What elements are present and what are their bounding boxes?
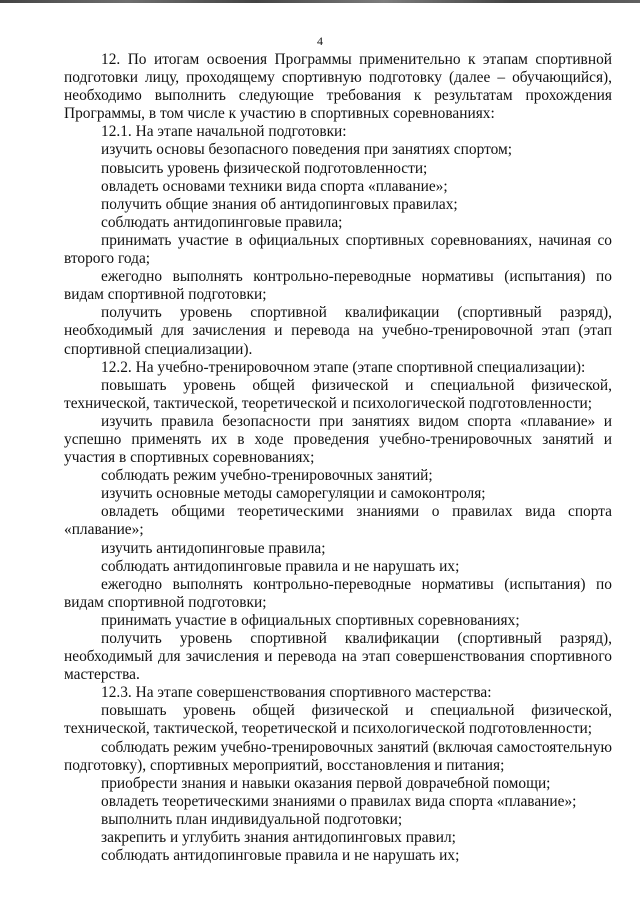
list-item: овладеть теоретическими знаниями о правилах вида спорта «плавание»; [101,792,577,810]
list-item: изучить правила безопасности при занятиях видом спорта «плавание» и успешно применять их в ходе проведения учебно-тренировочных занятий и участия в спортивных соревнованиях; [64,412,612,467]
list-item: соблюдать режим учебно-тренировочных занятий; [101,467,433,485]
list-item: изучить основы безопасного поведения при занятиях спортом; [101,141,513,159]
list-item: повышать уровень общей физической и специальной физической, технической, тактической, теоретической и психологической подготовленности; [64,376,612,412]
list-item: ежегодно выполнять контрольно-переводные нормативы (испытания) по видам спортивной подготовки; [64,575,612,611]
section-12-3-heading: 12.3. На этапе совершенствования спортивного мастерства: [101,684,492,702]
scan-top-edge [0,0,640,3]
list-item: повысить уровень физической подготовленности; [101,159,428,177]
list-item: соблюдать антидопинговые правила; [101,213,343,231]
list-item: принимать участие в официальных спортивных соревнованиях; [101,611,520,629]
list-item: соблюдать режим учебно-тренировочных занятий (включая самостоятельную подготовку), спортивных мероприятий, восстановления и питания; [64,738,612,774]
list-item: овладеть основами техники вида спорта «плавание»; [101,177,448,195]
document-body [64,51,612,865]
list-item: соблюдать антидопинговые правила и не нарушать их; [101,847,460,865]
list-item: получить уровень спортивной квалификации (спортивный разряд), необходимый для зачисления и перевода на учебно-тренировочной этап (этап спортивной специализации). [64,304,612,358]
paragraph-12-intro: 12. По итогам освоения Программы применительно к этапам спортивной подготовки лицу, проходящему спортивную подготовку (далее – обучающийся), необходимо выполнить следующие требования к результатам прохождения Программы, в том числе к участию в спортивных соревнованиях: [64,51,612,123]
list-item: соблюдать антидопинговые правила и не нарушать их; [101,557,460,575]
list-item: принимать участие в официальных спортивных соревнованиях, начиная со второго года; [64,231,612,268]
list-item: овладеть общими теоретическими знаниями о правилах вида спорта «плавание»; [64,503,612,539]
section-12-2-heading: 12.2. На учебно-тренировочном этапе (этапе спортивной специализации): [101,358,586,376]
list-item: выполнить план индивидуальной подготовки; [101,810,403,828]
list-item: получить общие знания об антидопинговых правилах; [101,195,458,213]
section-12-1-heading: 12.1. На этапе начальной подготовки: [101,123,347,141]
list-item: закрепить и углубить знания антидопинговых правил; [101,829,456,847]
list-item: повышать уровень общей физической и специальной физической, технической, тактической, теоретической и психологической подготовленности; [64,702,612,738]
list-item: получить уровень спортивной квалификации (спортивный разряд), необходимый для зачисления и перевода на этап совершенствования спортивного мастерства. [64,630,612,684]
list-item: изучить основные методы саморегуляции и самоконтроля; [101,485,486,503]
list-item: приобрести знания и навыки оказания первой доврачебной помощи; [101,774,551,792]
list-item: изучить антидопинговые правила; [101,539,326,557]
page-number: 4 [317,34,323,48]
list-item: ежегодно выполнять контрольно-переводные нормативы (испытания) по видам спортивной подготовки; [64,268,612,304]
